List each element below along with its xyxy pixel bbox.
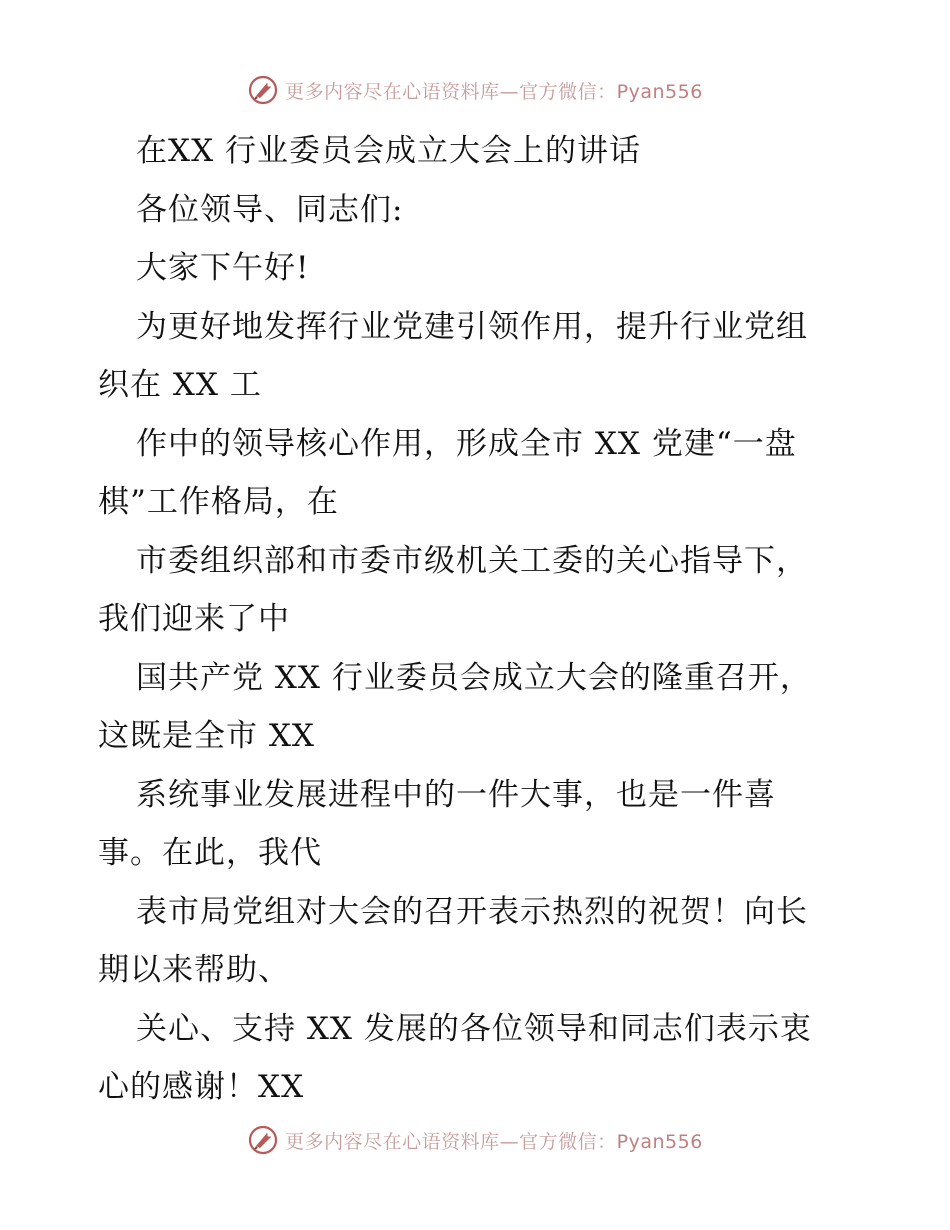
text-line: 为更好地发挥行业党建引领作用，提升行业党组 bbox=[136, 308, 808, 345]
text-line: 市委组织部和市委市级机关工委的关心指导下， bbox=[136, 542, 808, 579]
text-line: 事。在此，我代 bbox=[98, 835, 322, 871]
text-line: 表市局党组对大会的召开表示热烈的祝贺！向长 bbox=[136, 893, 808, 930]
text-line: 系统事业发展进程中的一件大事，也是一件喜 bbox=[136, 776, 776, 813]
watermark-text: 更多内容尽在心语资料库—官方微信：Pyan556 bbox=[285, 80, 703, 103]
footer-watermark bbox=[0, 1120, 950, 1160]
wechat-id: Pyan556 bbox=[616, 1130, 703, 1153]
text-line: 大家下午好! bbox=[136, 250, 310, 286]
document-body bbox=[98, 122, 858, 1117]
pen-nib-logo-icon bbox=[247, 74, 279, 106]
text-line: 织在 XX 工 bbox=[98, 367, 262, 403]
watermark-text: 更多内容尽在心语资料库—官方微信：Pyan556 bbox=[285, 1130, 703, 1153]
wechat-id: Pyan556 bbox=[616, 80, 703, 103]
pen-nib-logo-icon bbox=[247, 1124, 279, 1156]
text-line: 棋”工作格局，在 bbox=[98, 484, 339, 520]
text-line: 这既是全市 XX bbox=[98, 718, 315, 754]
text-line: 作中的领导核心作用，形成全市 XX 党建“一盘 bbox=[136, 425, 797, 462]
text-line: 心的感谢！XX bbox=[98, 1069, 305, 1105]
text-line: 关心、支持 XX 发展的各位领导和同志们表示衷 bbox=[136, 1010, 812, 1047]
document-title: 在XX 行业委员会成立大会上的讲话 bbox=[136, 133, 641, 169]
text-line: 我们迎来了中 bbox=[98, 601, 290, 637]
text-line: 期以来帮助、 bbox=[98, 952, 290, 988]
header-watermark bbox=[0, 70, 950, 110]
text-line: 国共产党 XX 行业委员会成立大会的隆重召开， bbox=[136, 659, 812, 696]
text-line: 各位领导、同志们: bbox=[136, 191, 404, 228]
